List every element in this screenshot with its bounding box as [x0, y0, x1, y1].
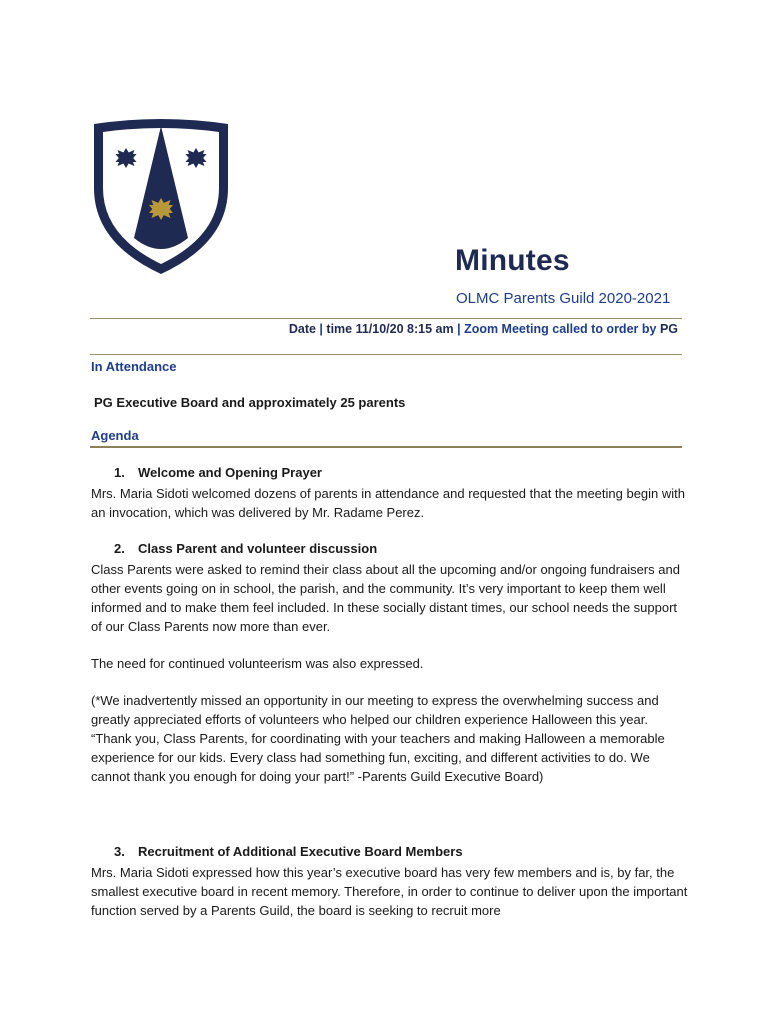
agenda-item-paragraph: Mrs. Maria Sidoti welcomed dozens of parents in attendance and requested that the meeting begin with an invocation, which was delivered by Mr. Radame Perez.: [91, 486, 686, 520]
date-separator: |: [319, 322, 323, 336]
agenda-item-label: Recruitment of Additional Executive Board Members: [138, 844, 463, 859]
agenda-item-number: 3.: [114, 844, 125, 859]
agenda-item-label: Welcome and Opening Prayer: [138, 465, 322, 480]
meeting-location: Zoom Meeting called to order by: [464, 322, 657, 336]
page-title: Minutes: [455, 244, 570, 277]
attendance-heading: In Attendance: [91, 359, 177, 374]
agenda-item-number: 1.: [114, 465, 125, 480]
date-label: Date: [288, 322, 316, 336]
location-separator: |: [457, 322, 461, 336]
agenda-divider: [90, 446, 682, 448]
agenda-item-number: 2.: [114, 541, 125, 556]
agenda-item-title: [114, 465, 322, 480]
attendance-text: PG Executive Board and approximately 25 parents: [94, 395, 406, 410]
dateline-divider: [90, 354, 682, 355]
header-divider: [90, 318, 682, 319]
agenda-item-paragraph: The need for continued volunteerism was also expressed.: [91, 656, 424, 671]
called-by: PG: [659, 322, 678, 336]
meeting-time: time 11/10/20 8:15 am: [326, 322, 454, 336]
agenda-item-paragraph: Mrs. Maria Sidoti expressed how this year’s executive board has very few members and is, by far, the smallest executive board in recent memory. Therefore, in order to continue to deliver upon the important function served by a Parents Guild, the board is seeking to recruit more: [91, 865, 688, 918]
agenda-heading: Agenda: [91, 428, 139, 443]
agenda-item-title: [114, 844, 463, 859]
agenda-item-title: [114, 541, 377, 556]
agenda-item-label: Class Parent and volunteer discussion: [138, 541, 378, 556]
agenda-item-note: (*We inadvertently missed an opportunity in our meeting to express the overwhelming success and greatly appreciated efforts of volunteers who helped our children experience Halloween this year. “Thank you, Class Parents, for coordinating with your teachers and making Halloween a memorable experience for our kids. Every class had something fun, exciting, and different activities to do. We cannot thank you enough for doing your part!” -Parents Guild Executive Board): [91, 693, 665, 784]
page-subtitle: OLMC Parents Guild 2020-2021: [456, 290, 671, 307]
agenda-item-paragraph: Class Parents were asked to remind their class about all the upcoming and/or ongoing fundraisers and other events going on in school, the parish, and the community. It’s very important to keep them well informed and to make them feel included. In these socially distant times, our school needs the support of our Class Parents now more than ever.: [91, 562, 680, 634]
school-crest-logo: [90, 118, 232, 276]
meeting-dateline: [289, 322, 678, 336]
